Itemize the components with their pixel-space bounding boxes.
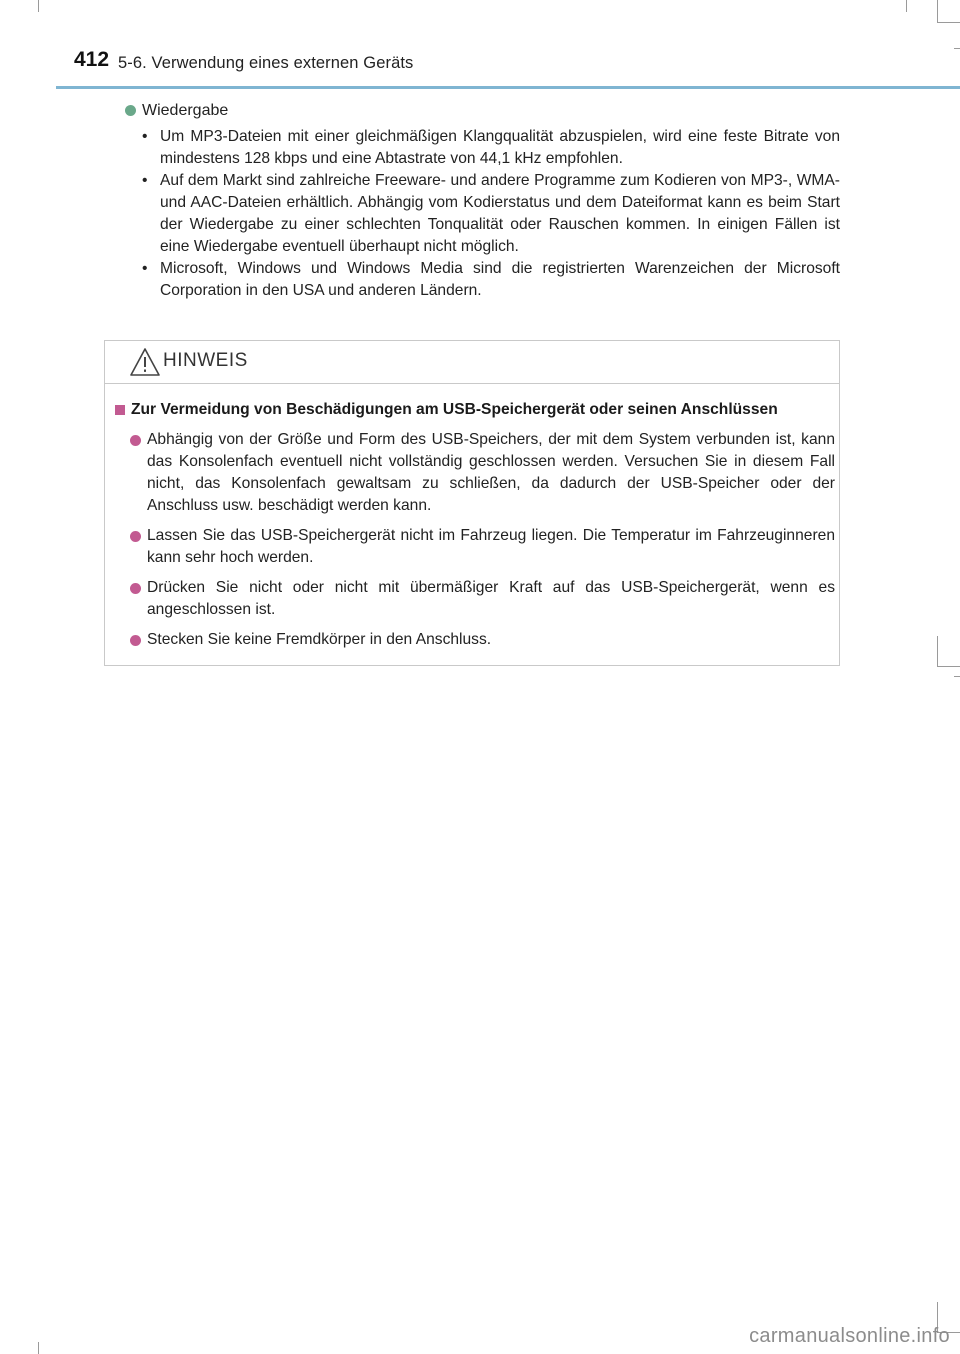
notice-list: [129, 429, 835, 659]
notice-box: [104, 340, 840, 666]
notice-title: HINWEIS: [163, 350, 248, 371]
bullet-mark: •: [142, 172, 148, 189]
square-bullet-icon: [115, 405, 125, 415]
crop-mark: [937, 666, 960, 667]
watermark: carmanualsonline.info: [749, 1325, 950, 1347]
pink-bullet-icon: [130, 435, 141, 446]
bullet-mark: •: [142, 260, 148, 277]
crop-mark: [954, 676, 960, 677]
playback-heading-text: Wiedergabe: [142, 102, 229, 119]
green-bullet-icon: [125, 105, 136, 116]
list-item: Abhängig von der Größe und Form des USB-Speichers, der mit dem System verbunden ist, kann das Konsolenfach eventuell nicht vollständig geschlossen werden. Versuchen Sie in diesem Fall nicht, das Konsolenfach gewaltsam zu schließen, da dadurch der USB-Speicher oder der Anschluss usw. beschädigt werden kann.: [129, 429, 835, 517]
pink-bullet-icon: [130, 531, 141, 542]
notice-header: [105, 341, 839, 384]
playback-list: [112, 126, 840, 302]
pink-bullet-icon: [130, 583, 141, 594]
page-number: 412: [74, 48, 110, 71]
crop-mark: [38, 1342, 39, 1354]
list-item: • Auf dem Markt sind zahlreiche Freeware- und andere Programme zum Kodieren von MP3-, WMA- und AAC-Dateien erhältlich. Abhängig vom Kodierstatus und dem Dateiformat kann es beim Start der Wiedergabe zu einer schlechten Tonqualität oder Rauschen kommen. In einigen Fällen ist eine Wiedergabe eventuell überhaupt nicht möglich.: [142, 172, 840, 255]
warning-triangle-icon: [129, 347, 161, 377]
list-item: • Microsoft, Windows und Windows Media sind die registrierten Warenzeichen der Microsoft Corporation in den USA und anderen Ländern.: [142, 260, 840, 299]
playback-heading: [112, 100, 840, 122]
notice-subheading: Zur Vermeidung von Beschädigungen am USB-Speichergerät oder seinen Anschlüssen: [113, 399, 853, 421]
header-rule: [56, 86, 960, 89]
list-item: Stecken Sie keine Fremdkörper in den Anschluss.: [129, 629, 835, 651]
playback-section: [112, 100, 840, 302]
list-item: Lassen Sie das USB-Speichergerät nicht im Fahrzeug liegen. Die Temperatur im Fahrzeuginneren kann sehr hoch werden.: [129, 525, 835, 569]
list-item: • Um MP3-Dateien mit einer gleichmäßigen Klangqualität abzuspielen, wird eine feste Bitrate von mindestens 128 kbps und eine Abtastrate von 44,1 kHz empfohlen.: [142, 128, 840, 167]
bullet-mark: •: [142, 128, 148, 145]
list-item: Drücken Sie nicht oder nicht mit übermäßiger Kraft auf das USB-Speichergerät, wenn es angeschlossen ist.: [129, 577, 835, 621]
crop-mark: [937, 636, 938, 666]
page-header: [0, 0, 960, 92]
section-title: 5-6. Verwendung eines externen Geräts: [118, 54, 414, 72]
pink-bullet-icon: [130, 635, 141, 646]
